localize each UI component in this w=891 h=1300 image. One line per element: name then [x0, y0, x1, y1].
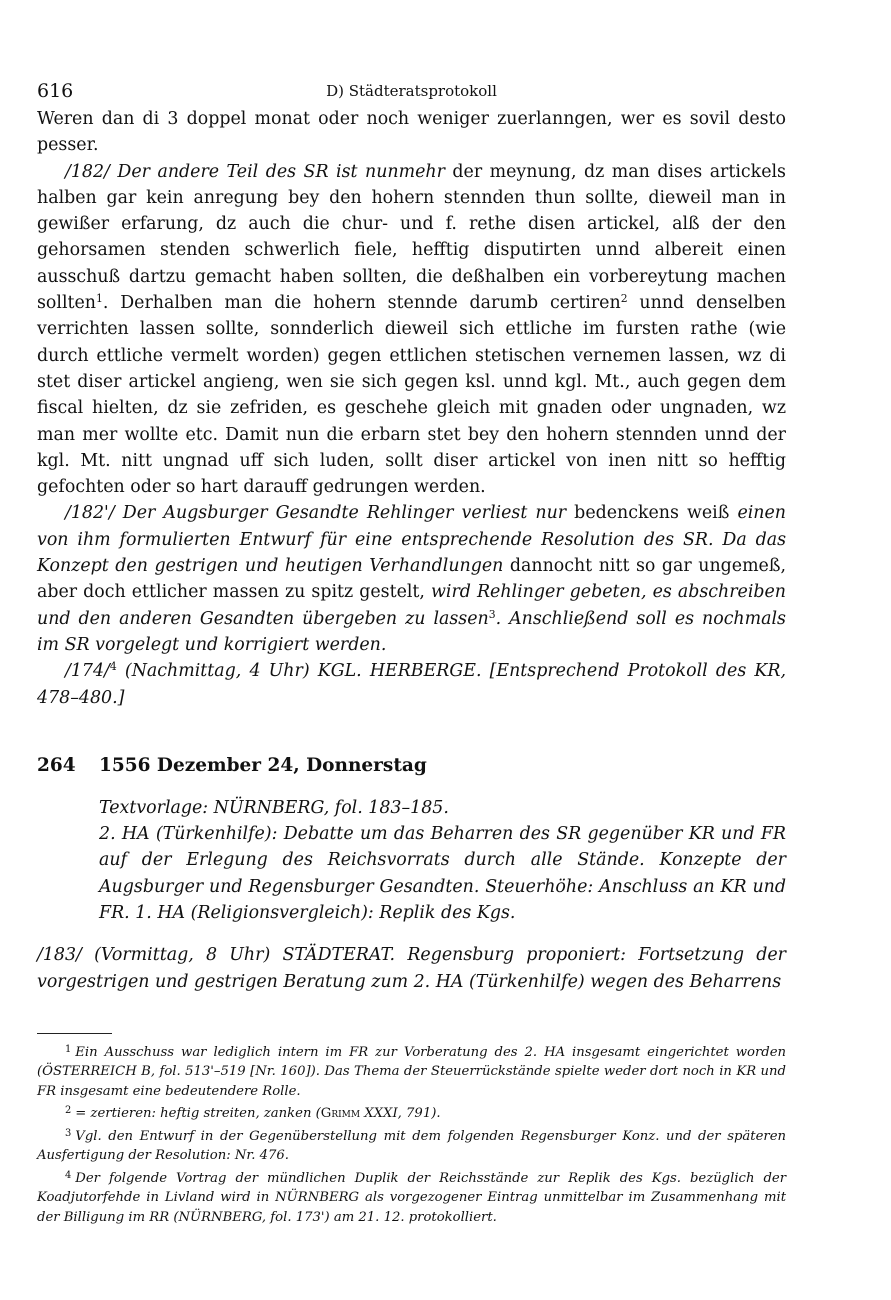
footnote-4-text: Der folgende Vortrag der mündlichen Duplik der Reichsstände zur Replik des Kgs. bezüglich der Koadjutorfehde in Livland wird in NÜRNBERG als vorgezogener Eintrag unmittelbar im Zusammenhang mit der Billigung im RR (NÜRNBERG, fol. 173') am 21. 12. protokolliert.	[37, 1170, 786, 1225]
paragraph-3-italic-d: . Anschließend soll es nochmals im SR vorgelegt und korrigiert werden.	[37, 608, 786, 655]
paragraph-2	[37, 159, 786, 501]
document-number: 264	[37, 754, 76, 776]
paragraph-1: Weren dan di 3 doppel monat oder noch weniger zuerlanngen, wer es sovil desto pesser.	[37, 109, 786, 156]
paragraph-3-text-b: dannocht nitt so gar ungemeß, aber doch ettlicher massen zu spitz gestelt,	[37, 556, 786, 603]
document-heading	[37, 751, 786, 781]
document-summary	[99, 795, 786, 926]
paragraph-4-italic-b: (Nachmittag, 4 Uhr) KGL. HERBERGE. [Entsprechend Protokoll des KR, 478–480.]	[37, 661, 786, 708]
footnote-2-mark: 2	[65, 1105, 72, 1117]
footnote-2	[37, 1101, 786, 1123]
running-head	[37, 72, 786, 106]
paragraph-3-italic-b: einen von ihm formulierten Entwurf für eine entsprechende Resolution des SR. Da das Konzept den gestrigen und heutigen Verhandlungen	[37, 503, 786, 577]
footnote-ref-1[interactable]: 1	[96, 292, 103, 306]
footnote-3-text: Vgl. den Entwurf in der Gegenüberstellung mit dem folgenden Regensburger Konz. und der späteren Ausfertigung der Resolution: Nr. 476.	[37, 1128, 786, 1164]
paragraph-2-text-b: . Derhalben man die hohern stennde darumb certiren	[102, 293, 621, 314]
footnote-1-mark: 1	[65, 1043, 72, 1055]
body-text	[37, 106, 786, 711]
footnote-4	[37, 1166, 786, 1227]
paragraph-4-italic-a: /174/	[65, 661, 110, 682]
page-number: 616	[37, 80, 74, 102]
footnotes	[37, 1040, 786, 1227]
footnote-3	[37, 1124, 786, 1166]
footnote-ref-3[interactable]: 3	[488, 607, 496, 621]
paragraph-2-italic: /182/ Der andere Teil des SR ist nunmehr	[65, 161, 445, 182]
protocol-start: /183/ (Vormittag, 8 Uhr) STÄDTERAT. Regensburg proponiert: Fortsetzung der vorgestrigen und gestrigen Beratung zum 2. HA (Türkenhilfe) wegen des Beharrens	[37, 945, 786, 992]
paragraph-2-text-c: unnd denselben verrichten lassen sollte, sonnderlich dieweil sich ettliche im fursten rathe (wie durch ettliche vermelt worden) gegen ettlichen stetischen vernemen lassen, wz di stet diser artickel angieng, wen sie sich gegen ksl. unnd kgl. Mt., auch gegen dem fiscal hielten, dz sie zefriden, es geschehe gleich mit gnaden oder ungnaden, wz man mer wollte etc. Damit nun die erbarn stet bey den hohern stennden unnd der kgl. Mt. nitt ungnad uff sich luden, sollt diser artickel von inen nitt so hefftig gefochten oder so hart darauff gedrungen werden.	[37, 293, 786, 498]
footnote-ref-4[interactable]: 4	[109, 660, 117, 674]
paragraph-3-italic-a: /182'/ Der Augsburger Gesandte Rehlinger verliest nur	[65, 503, 567, 524]
footnote-ref-2[interactable]: 2	[620, 292, 628, 306]
footnote-2-text-b: XXXI, 791).	[360, 1106, 441, 1122]
summary-text: 2. HA (Türkenhilfe): Debatte um das Beharren des SR gegenüber KR und FR auf der Erlegung des Reichsvorrats durch alle Stände. Konzepte der Augsburger und Regensburger Gesandten. Steuerhöhe: Anschluss an KR und FR. 1. HA (Religionsvergleich): Replik des Kgs.	[99, 824, 786, 924]
paragraph-3-italic-c: wird Rehlinger gebeten, es abschreiben und den anderen Gesandten übergeben zu lassen	[37, 582, 787, 629]
footnote-1-text: Ein Ausschuss war lediglich intern im FR zur Vorberatung des 2. HA insgesamt eingerichtet worden (ÖSTERREICH B, fol. 513'–519 [Nr. 160]). Das Thema der Steuerrückstände spielte weder dort noch in KR und FR insgesamt eine bedeutendere Rolle.	[37, 1044, 786, 1099]
footnote-1	[37, 1040, 786, 1101]
footnote-rule	[37, 1033, 112, 1034]
document-date-title: 1556 Dezember 24, Donnerstag	[99, 754, 427, 776]
footnote-3-mark: 3	[65, 1127, 72, 1139]
footnote-4-mark: 4	[65, 1169, 72, 1181]
paragraph-4	[37, 658, 786, 711]
running-title: D) Städteratsprotokoll	[326, 82, 497, 100]
source-line: Textvorlage: NÜRNBERG, fol. 183–185.	[99, 797, 449, 818]
footnote-2-smallcaps: Grimm	[320, 1106, 361, 1122]
paragraph-3	[37, 500, 786, 658]
page	[37, 72, 786, 1227]
paragraph-2-text-a: der meynung, dz man dises artickels halben gar kein anregung bey den hohern stennden thun sollte, dieweil man in gewißer erfarung, dz auch die chur- und f. rethe disen artickel, alß der den gehorsamen stenden schwerlich fiele, hefftig disputirten unnd albereit einen ausschuß dartzu gemacht haben sollten, die deßhalben ein vorbereytung machen sollten	[37, 161, 786, 314]
footnote-2-text-a: = zertieren: heftig streiten, zanken (	[75, 1106, 321, 1122]
paragraph-3-text-a: bedenckens weiß	[566, 503, 738, 524]
